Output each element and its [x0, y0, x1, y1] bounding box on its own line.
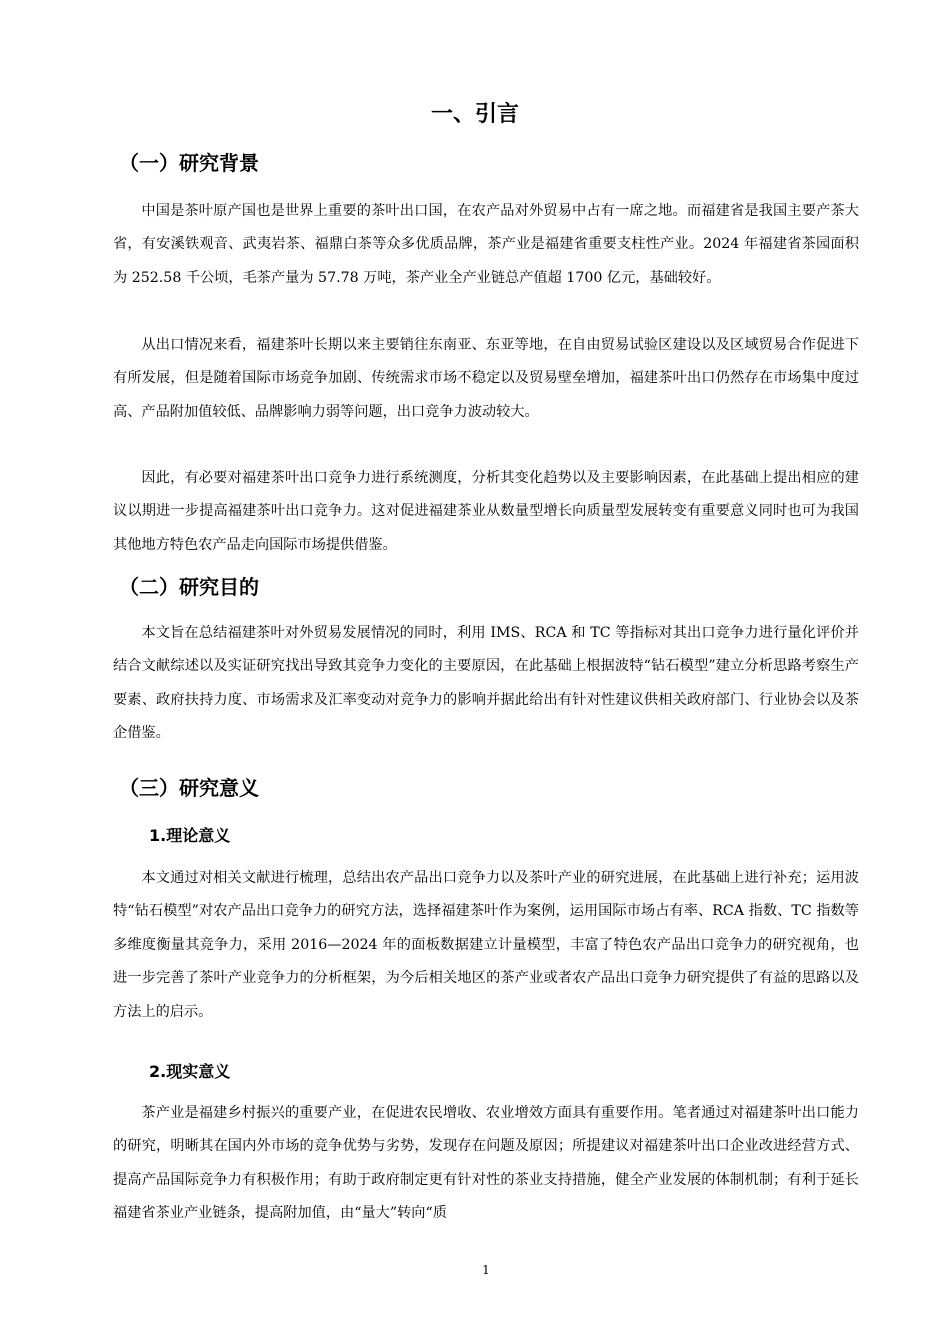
paragraph-background-1: 中国是茶叶原产国也是世界上重要的茶叶出口国，在农产品对外贸易中占有一席之地。而福建省是我国主要产茶大省，有安溪铁观音、武夷岩茶、福鼎白茶等众多优质品牌，茶产业是福建省重要支柱性产业。2024 年福建省茶园面积为 252.58 千公顷，毛茶产量为 57.78 万吨，茶产业全产业链总产值超 1700 亿元，基础较好。: [113, 203, 859, 286]
paragraph-practical: 茶产业是福建乡村振兴的重要产业，在促进农民增收、农业增效方面具有重要作用。笔者通过对福建茶叶出口能力的研究，明晰其在国内外市场的竞争优势与劣势，发现存在问题及原因；所提建议对福建茶叶出口企业改进经营方式、提高产品国际竞争力有积极作用；有助于政府制定更有针对性的茶业支持措施，健全产业发展的体制机制；有利于延长福建省茶业产业链条，提高附加值，由“量大”转向“质: [113, 1105, 859, 1222]
paragraph-background-3: 因此，有必要对福建茶叶出口竞争力进行系统测度，分析其变化趋势以及主要影响因素，在此基础上提出相应的建议以期进一步提高福建茶叶出口竞争力。这对促进福建茶业从数量型增长向质量型发展转变有重要意义同时也可为我国其他地方特色农产品走向国际市场提供借鉴。: [113, 470, 859, 553]
page-number: 1: [482, 1263, 490, 1277]
page-title: 一、引言: [430, 102, 519, 127]
section-heading-significance: （三）研究意义: [119, 776, 259, 800]
document-page: [113, 0, 861, 1344]
paragraph-theoretical: 本文通过对相关文献进行梳理，总结出农产品出口竞争力以及茶叶产业的研究进展，在此基础上进行补充；运用波特“钻石模型”对农产品出口竞争力的研究方法，选择福建茶叶作为案例，运用国际市场占有率、RCA 指数、TC 指数等多维度衡量其竞争力，采用 2016—2024 年的面板数据建立计量模型，丰富了特色农产品出口竞争力的研究视角，也进一步完善了茶叶产业竞争力的分析框架，为今后相关地区的茶产业或者农产品出口竞争力研究提供了有益的思路以及方法上的启示。: [113, 870, 859, 1020]
subsection-heading-practical: 2.现实意义: [149, 1062, 231, 1081]
paragraph-background-2: 从出口情况来看，福建茶叶长期以来主要销往东南亚、东亚等地，在自由贸易试验区建设以及区域贸易合作促进下有所发展，但是随着国际市场竞争加剧、传统需求市场不稳定以及贸易壁垒增加，福建茶叶出口仍然存在市场集中度过高、产品附加值较低、品牌影响力弱等问题，出口竞争力波动较大。: [113, 337, 859, 420]
subsection-heading-theoretical: 1.理论意义: [149, 826, 231, 845]
section-heading-purpose: （二）研究目的: [119, 575, 259, 599]
section-heading-background: （一）研究背景: [119, 151, 259, 175]
paragraph-purpose: 本文旨在总结福建茶叶对外贸易发展情况的同时，利用 IMS、RCA 和 TC 等指标对其出口竞争力进行量化评价并结合文献综述以及实证研究找出导致其竞争力变化的主要原因，在此基础上根据波特“钻石模型”建立分析思路考察生产要素、政府扶持力度、市场需求及汇率变动对竞争力的影响并据此给出有针对性建议供相关政府部门、行业协会以及茶企借鉴。: [113, 625, 859, 742]
